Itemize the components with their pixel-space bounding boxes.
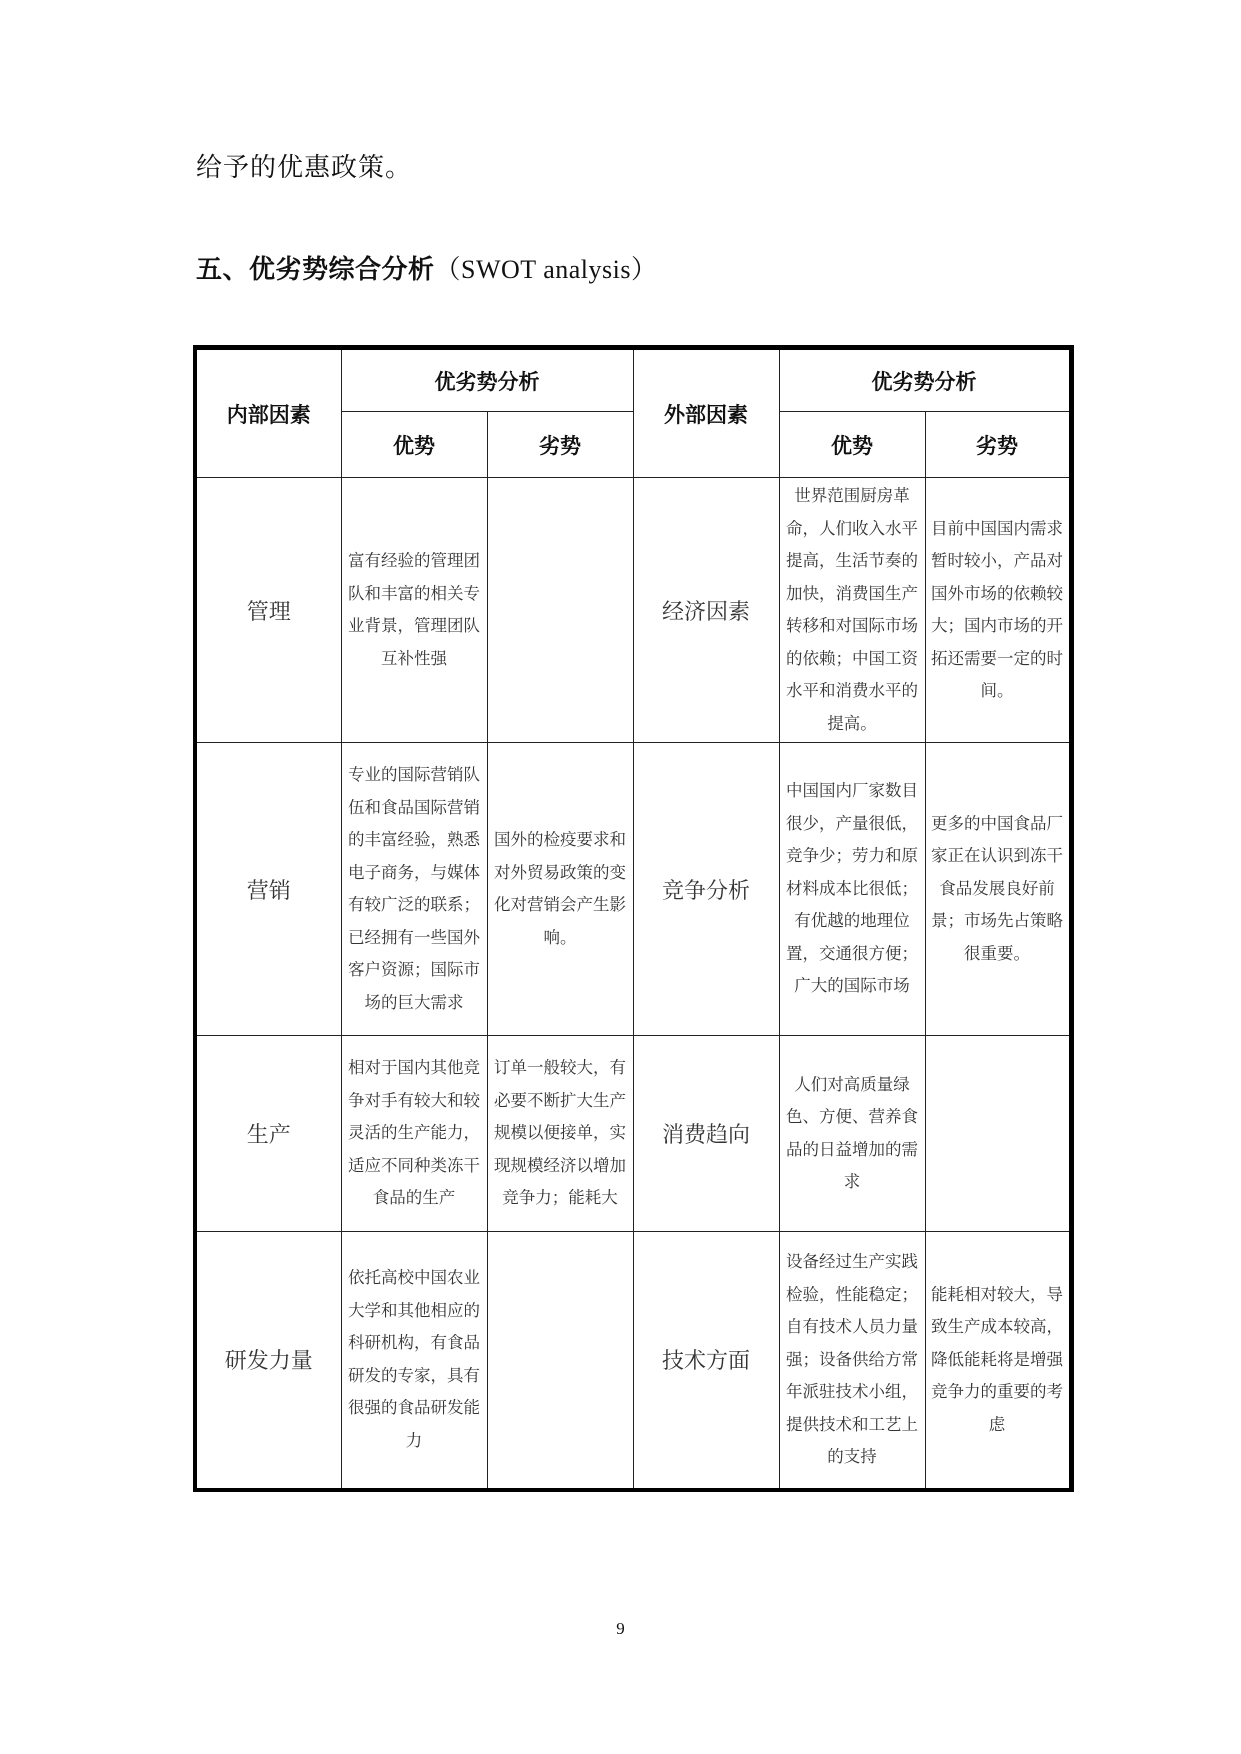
internal-factor-label: 营销 [195,743,341,1036]
internal-factor-label: 管理 [195,478,341,743]
external-factor-header: 外部因素 [633,348,779,478]
external-strength-cell: 中国国内厂家数目很少，产量很低，竞争少；劳力和原材料成本比很低；有优越的地理位置，交通很方便；广大的国际市场 [779,743,925,1036]
external-weakness-header: 劣势 [925,412,1071,478]
external-weakness-cell [925,1036,1071,1232]
internal-strength-cell: 富有经验的管理团队和丰富的相关专业背景，管理团队互补性强 [341,478,487,743]
section-heading-cn: 五、优劣势综合分析 [196,255,435,285]
intro-paragraph: 给予的优惠政策。 [196,153,413,183]
table-header-row [195,348,1071,412]
external-strength-header: 优势 [779,412,925,478]
internal-weakness-cell: 国外的检疫要求和对外贸易政策的变化对营销会产生影响。 [487,743,633,1036]
internal-strength-cell: 专业的国际营销队伍和食品国际营销的丰富经验，熟悉电子商务，与媒体有较广泛的联系；已经拥有一些国外客户资源；国际市场的巨大需求 [341,743,487,1036]
page-number: 9 [616,1619,625,1638]
external-weakness-cell: 更多的中国食品厂家正在认识到冻干食品发展良好前景；市场先占策略很重要。 [925,743,1071,1036]
internal-weakness-cell: 订单一般较大，有必要不断扩大生产规模以便接单，实现规模经济以增加竞争力；能耗大 [487,1036,633,1232]
internal-factor-label: 研发力量 [195,1232,341,1490]
external-factor-label: 经济因素 [633,478,779,743]
external-factor-label: 消费趋向 [633,1036,779,1232]
external-weakness-cell: 目前中国国内需求暂时较小，产品对国外市场的依赖较大；国内市场的开拓还需要一定的时间。 [925,478,1071,743]
internal-factor-label: 生产 [195,1036,341,1232]
external-factor-label: 竞争分析 [633,743,779,1036]
external-factor-label: 技术方面 [633,1232,779,1490]
table-row [195,478,1071,743]
external-strength-cell: 世界范围厨房革命，人们收入水平提高，生活节奏的加快，消费国生产转移和对国际市场的依赖；中国工资水平和消费水平的提高。 [779,478,925,743]
external-strength-cell: 设备经过生产实践检验，性能稳定；自有技术人员力量强；设备供给方常年派驻技术小组，提供技术和工艺上的支持 [779,1232,925,1490]
swot-table [193,345,1074,1492]
internal-strength-cell: 相对于国内其他竞争对手有较大和较灵活的生产能力，适应不同种类冻干食品的生产 [341,1036,487,1232]
internal-weakness-cell [487,1232,633,1490]
internal-strength-header: 优势 [341,412,487,478]
external-weakness-cell: 能耗相对较大，导致生产成本较高，降低能耗将是增强竞争力的重要的考虑 [925,1232,1071,1490]
external-analysis-header: 优劣势分析 [779,348,1071,412]
internal-weakness-header: 劣势 [487,412,633,478]
internal-strength-cell: 依托高校中国农业大学和其他相应的科研机构，有食品研发的专家，具有很强的食品研发能力 [341,1232,487,1490]
table-row [195,1036,1071,1232]
section-heading [196,249,657,286]
internal-factor-header: 内部因素 [195,348,341,478]
table-row [195,1232,1071,1490]
external-strength-cell: 人们对高质量绿色、方便、营养食品的日益增加的需求 [779,1036,925,1232]
section-heading-en: （SWOT analysis） [434,255,658,284]
internal-weakness-cell [487,478,633,743]
table-row [195,743,1071,1036]
internal-analysis-header: 优劣势分析 [341,348,633,412]
